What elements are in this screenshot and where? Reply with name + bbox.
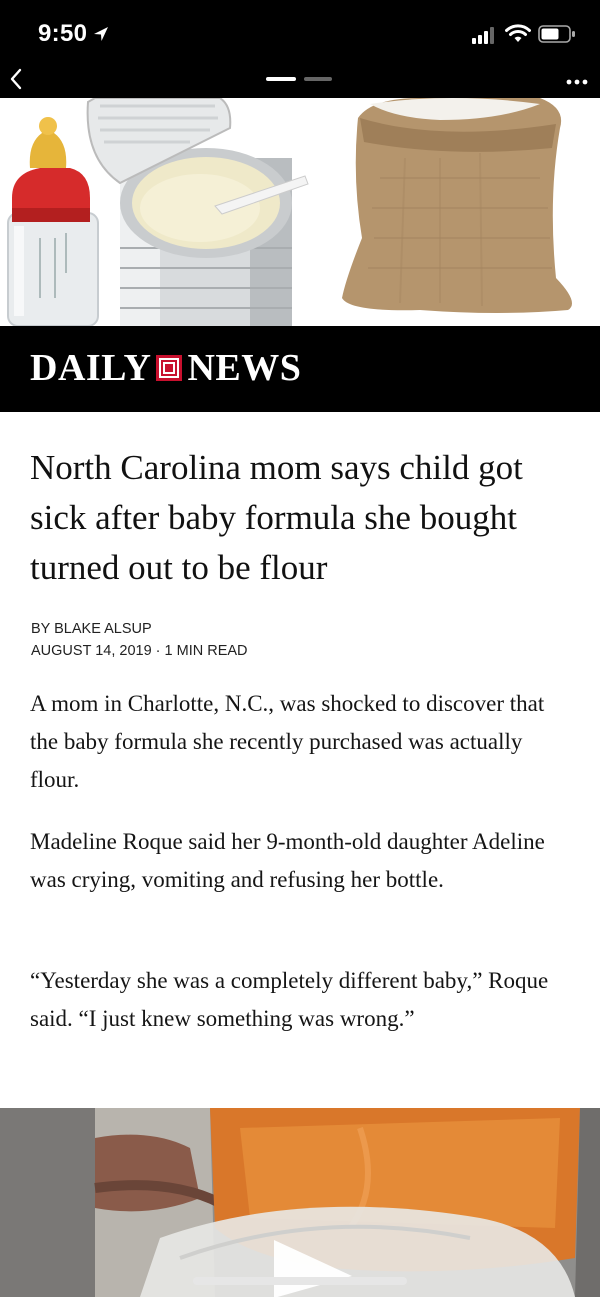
flour-sack-icon (342, 98, 572, 313)
article-paragraph: “Yesterday she was a completely different baby,” Roque said. “I just knew something was wrong.” (30, 968, 549, 1031)
article-date: AUGUST 14, 2019 (31, 643, 152, 659)
daily-news-mark-icon (155, 354, 183, 382)
baby-bottle-icon (8, 117, 98, 326)
page-dot (304, 77, 332, 81)
status-time: 9:50 (38, 20, 88, 47)
meta-separator: · (155, 643, 161, 659)
wifi-icon (505, 24, 531, 44)
article-navbar (0, 64, 600, 98)
chevron-left-icon[interactable] (4, 64, 28, 94)
battery-icon (538, 24, 576, 44)
article-byline: BY BLAKE ALSUP (31, 621, 152, 637)
publisher-logo[interactable] (30, 348, 301, 388)
play-icon[interactable] (268, 1236, 358, 1297)
home-indicator[interactable] (193, 1277, 407, 1285)
status-bar (0, 0, 600, 64)
page-indicator (266, 77, 332, 81)
publisher-masthead (0, 326, 600, 412)
article-paragraph: A mom in Charlotte, N.C., was shocked to discover that the baby formula she recently purchased was actually flour. (30, 691, 545, 792)
article-headline: North Carolina mom says child got sick after baby formula she bought turned out to be flour (30, 448, 523, 587)
logo-word-news: NEWS (187, 347, 302, 389)
video-thumbnail[interactable] (0, 1108, 600, 1297)
page-dot-active (266, 77, 296, 81)
logo-word-daily: DAILY (30, 347, 152, 389)
hero-image (0, 98, 600, 326)
signal-icon (472, 26, 498, 44)
article-read-time: 1 MIN READ (164, 643, 248, 659)
article-paragraph: Madeline Roque said her 9-month-old daughter Adeline was crying, vomiting and refusing her bottle. (30, 829, 545, 892)
ellipsis-icon[interactable] (564, 68, 590, 92)
formula-can-icon (88, 98, 308, 326)
article-meta (31, 640, 248, 662)
location-arrow-icon (92, 25, 110, 43)
